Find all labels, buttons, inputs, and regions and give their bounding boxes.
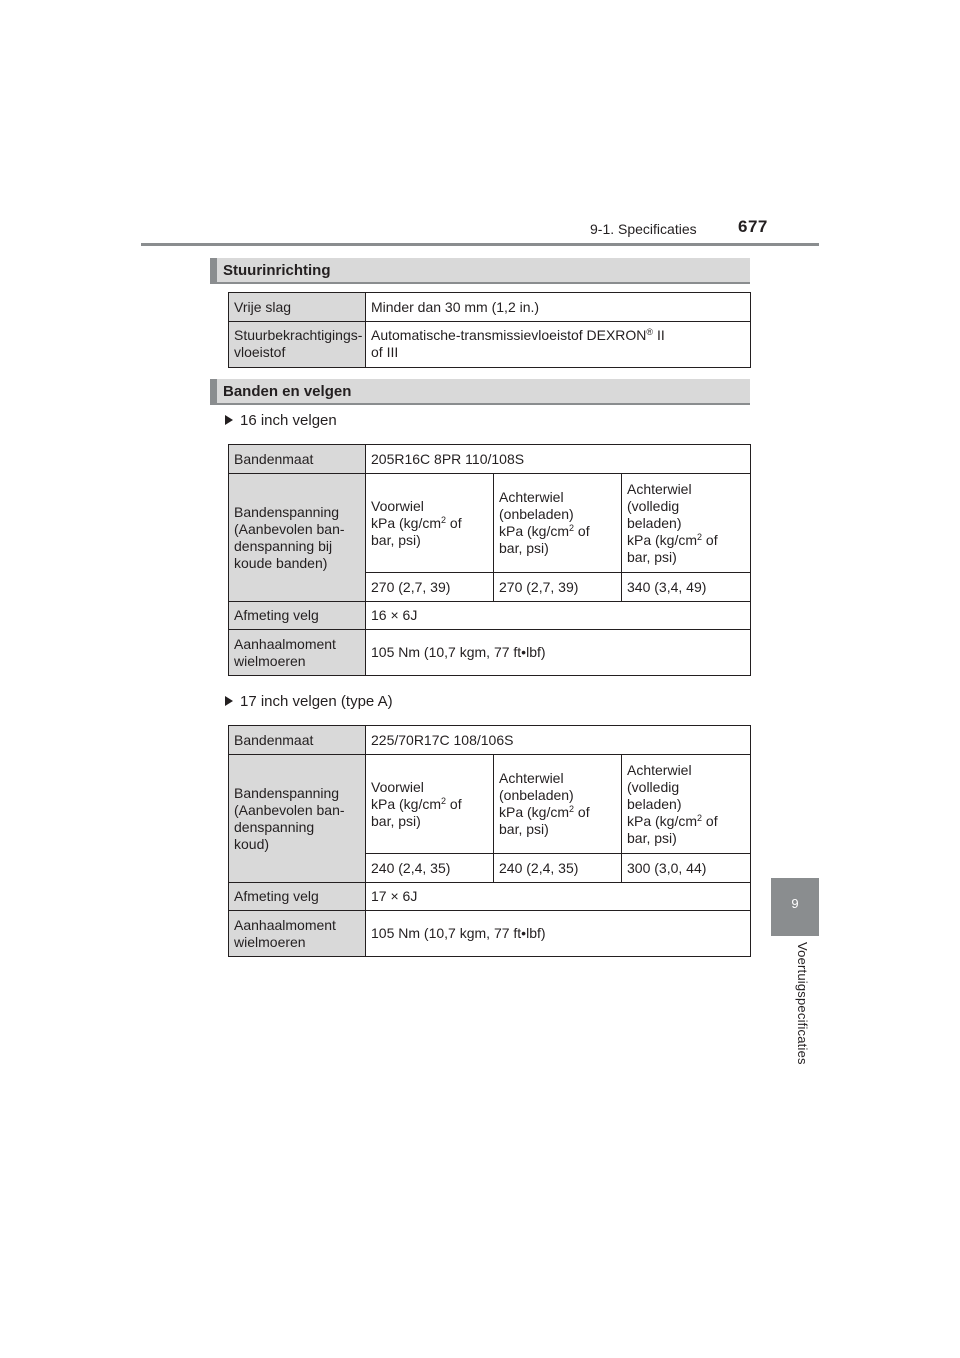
- section-heading-tyres: [210, 379, 750, 405]
- section-heading-marker: [210, 379, 217, 403]
- table-value-cell: 105 Nm (10,7 kgm, 77 ft•lbf): [366, 630, 751, 676]
- table-label-cell: [229, 755, 366, 883]
- label-line: koude banden): [234, 554, 328, 571]
- section-heading-text: Banden en velgen: [223, 383, 352, 400]
- subheading-17-inch: [225, 693, 393, 710]
- header-line: (onbeladen): [499, 787, 574, 803]
- section-heading-text: Stuurinrichting: [223, 262, 331, 279]
- table-row: [229, 755, 751, 854]
- label-line: wielmoeren: [234, 933, 306, 950]
- superscript: 2: [441, 514, 447, 525]
- label-line: denspanning: [234, 818, 315, 835]
- front-wheel-header-cell: [366, 474, 494, 573]
- label-line: wielmoeren: [234, 652, 306, 669]
- table-label-cell: [229, 322, 366, 368]
- table-row: [229, 474, 751, 573]
- pressure-value-cell: 270 (2,7, 39): [366, 573, 494, 602]
- header-line: of: [574, 804, 590, 820]
- header-line: Voorwiel: [371, 778, 424, 795]
- label-line: Aanhaalmoment: [234, 916, 336, 933]
- table-value-cell: 205R16C 8PR 110/108S: [366, 445, 751, 474]
- header-line: of: [574, 523, 590, 539]
- steering-table: [228, 292, 751, 368]
- header-line: (onbeladen): [499, 506, 574, 522]
- chapter-tab-label: Voertuigspecificaties: [795, 942, 810, 1065]
- header-line: Achterwiel: [499, 489, 564, 505]
- table-value-cell: Minder dan 30 mm (1,2 in.): [366, 293, 751, 322]
- rear-loaded-header-cell: [622, 755, 751, 854]
- tyre-table-17-inch: [228, 725, 751, 957]
- table-label-cell: [229, 630, 366, 676]
- header-line: Voorwiel: [371, 497, 424, 514]
- pressure-value-cell: 240 (2,4, 35): [366, 854, 494, 883]
- value-text: II: [653, 327, 665, 343]
- table-row: [229, 630, 751, 676]
- header-line: kPa (kg/cm: [371, 795, 442, 812]
- table-label-cell: [229, 474, 366, 602]
- header-line: of: [702, 812, 718, 829]
- pressure-value-cell: 300 (3,0, 44): [622, 854, 751, 883]
- header-section-title: 9-1. Specificaties: [590, 221, 697, 237]
- header-line: bar, psi): [627, 829, 677, 846]
- label-line: denspanning bij: [234, 537, 333, 554]
- superscript: 2: [569, 523, 575, 533]
- table-value-cell: 16 × 6J: [366, 602, 751, 630]
- table-row: [229, 911, 751, 957]
- table-label-cell: Afmeting velg: [229, 602, 366, 630]
- table-label-cell: [229, 911, 366, 957]
- header-line: beladen): [627, 795, 682, 812]
- table-row: [229, 726, 751, 755]
- superscript: 2: [697, 812, 703, 823]
- header-line: (volledig: [627, 778, 680, 795]
- table-label-cell: Afmeting velg: [229, 883, 366, 911]
- table-value-cell: 225/70R17C 108/106S: [366, 726, 751, 755]
- table-row: [229, 602, 751, 630]
- rear-unloaded-header-cell: [494, 755, 622, 854]
- registered-mark: ®: [646, 327, 654, 337]
- table-value-cell: 105 Nm (10,7 kgm, 77 ft•lbf): [366, 911, 751, 957]
- table-value-cell: 17 × 6J: [366, 883, 751, 911]
- header-line: Achterwiel: [627, 480, 692, 497]
- front-wheel-header-cell: [366, 755, 494, 854]
- value-text: of III: [371, 344, 399, 360]
- header-line: bar, psi): [371, 812, 421, 829]
- label-line: Stuurbekrachtigings-: [234, 327, 363, 343]
- header-line: Achterwiel: [499, 770, 564, 786]
- header-line: of: [446, 795, 462, 812]
- header-line: of: [702, 531, 718, 548]
- table-row: [229, 293, 751, 322]
- header-line: kPa (kg/cm: [627, 531, 698, 548]
- header-rule: [141, 243, 819, 246]
- pressure-value-cell: 240 (2,4, 35): [494, 854, 622, 883]
- header-line: (volledig: [627, 497, 680, 514]
- subheading-text: 17 inch velgen (type A): [240, 693, 393, 710]
- header-line: bar, psi): [499, 821, 549, 837]
- label-line: Bandenspanning: [234, 503, 340, 520]
- triangle-bullet-icon: [225, 696, 233, 706]
- table-row: [229, 445, 751, 474]
- subheading-16-inch: [225, 412, 337, 429]
- triangle-bullet-icon: [225, 415, 233, 425]
- table-value-cell: [366, 322, 751, 368]
- section-heading-steering: [210, 258, 750, 284]
- label-line: Bandenspanning: [234, 784, 340, 801]
- header-line: kPa (kg/cm: [371, 514, 442, 531]
- header-line: bar, psi): [627, 548, 677, 565]
- superscript: 2: [569, 804, 575, 814]
- rear-unloaded-header-cell: [494, 474, 622, 573]
- pressure-value-cell: 270 (2,7, 39): [494, 573, 622, 602]
- header-line: kPa (kg/cm: [499, 523, 570, 539]
- page-number: 677: [738, 217, 768, 236]
- header-line: bar, psi): [371, 531, 421, 548]
- label-line: vloeistof: [234, 344, 286, 360]
- table-label-cell: Vrije slag: [229, 293, 366, 322]
- superscript: 2: [441, 795, 447, 806]
- section-heading-marker: [210, 258, 217, 282]
- label-line: (Aanbevolen ban-: [234, 520, 345, 537]
- label-line: (Aanbevolen ban-: [234, 801, 345, 818]
- rear-loaded-header-cell: [622, 474, 751, 573]
- tyre-table-16-inch: [228, 444, 751, 676]
- header-line: kPa (kg/cm: [627, 812, 698, 829]
- value-text: Automatische-transmissievloeistof DEXRON: [371, 327, 647, 343]
- header-line: of: [446, 514, 462, 531]
- label-line: koud): [234, 835, 270, 852]
- label-line: Aanhaalmoment: [234, 635, 336, 652]
- chapter-tab: [771, 878, 819, 936]
- subheading-text: 16 inch velgen: [240, 412, 337, 429]
- header-line: kPa (kg/cm: [499, 804, 570, 820]
- table-row: [229, 322, 751, 368]
- table-row: [229, 883, 751, 911]
- superscript: 2: [697, 531, 703, 542]
- header-line: bar, psi): [499, 540, 549, 556]
- header-line: beladen): [627, 514, 682, 531]
- header-line: Achterwiel: [627, 761, 692, 778]
- pressure-value-cell: 340 (3,4, 49): [622, 573, 751, 602]
- chapter-tab-number: 9: [791, 896, 799, 911]
- table-label-cell: Bandenmaat: [229, 726, 366, 755]
- table-label-cell: Bandenmaat: [229, 445, 366, 474]
